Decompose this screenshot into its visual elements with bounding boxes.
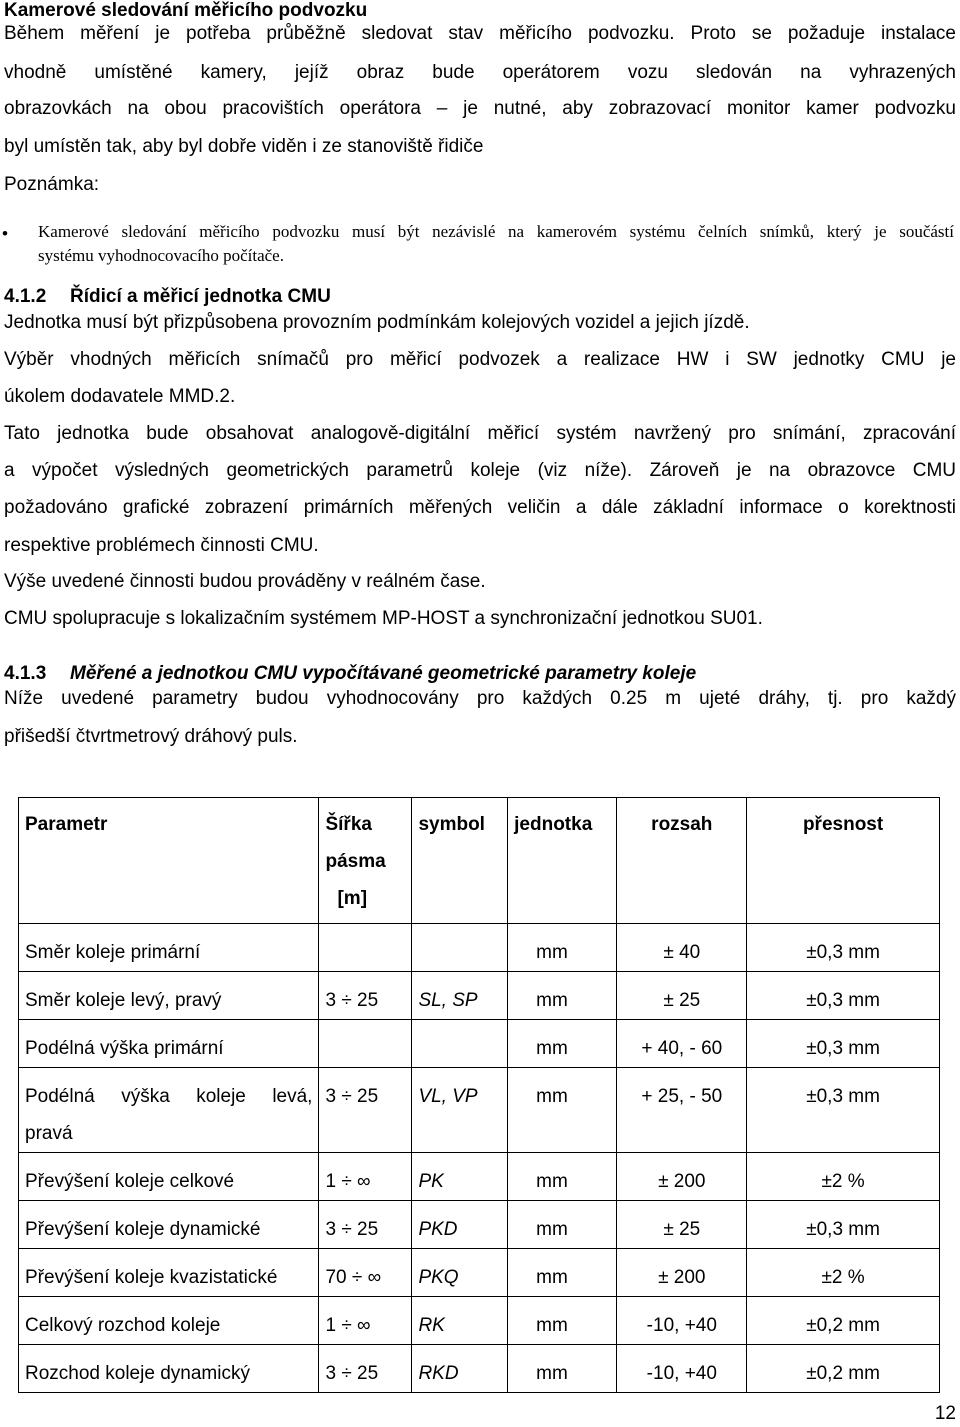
cell-parametr [19,1068,319,1153]
cell-sirka: 3 ÷ 25 [319,1068,412,1153]
cell-presnost: ±0,2 mm [747,1297,940,1345]
cell-parametr: Podélná výška primární [19,1020,319,1068]
page-number: 12 [934,1403,956,1424]
cell-presnost: ±0,3 mm [747,972,940,1020]
cell-presnost: ±0,3 mm [747,924,940,972]
cell-symbol [412,924,508,972]
cell-parametr: Celkový rozchod koleje [19,1297,319,1345]
table-row [19,972,940,1020]
header-presnost: přesnost [747,798,940,924]
table-row [19,1153,940,1201]
paragraph-line: Výše uvedené činnosti budou prováděny v reálném čase. [4,571,486,592]
cell-jednotka: mm [508,1201,617,1249]
cell-symbol: PKQ [412,1249,508,1297]
cell-jednotka: mm [508,1068,617,1153]
cell-jednotka: mm [508,1153,617,1201]
cell-presnost: ±0,2 mm [747,1345,940,1393]
cell-parametr: Směr koleje levý, pravý [19,972,319,1020]
section-title: Měřené a jednotkou CMU vypočítávané geometrické parametry koleje [70,663,697,684]
paragraph-line: byl umístěn tak, aby byl dobře viděn i ze stanoviště řidiče [4,136,484,157]
cell-jednotka: mm [508,1297,617,1345]
header-sirka-pasma [319,798,412,924]
paragraph-line: respektive problémech činnosti CMU. [4,535,319,556]
cell-presnost: ±0,3 mm [747,1020,940,1068]
header-symbol: symbol [412,798,508,924]
cell-rozsah: ± 25 [617,1201,747,1249]
header-line: Šířka [325,814,372,835]
cell-jednotka: mm [508,972,617,1020]
cell-sirka: 3 ÷ 25 [319,972,412,1020]
table-row [19,1020,940,1068]
paragraph-line: vhodně umístěné kamery, jejíž obraz bude operátorem vozu sledován na vyhrazených [4,62,956,83]
table-row [19,1297,940,1345]
cell-jednotka: mm [508,924,617,972]
header-line: [m] [337,888,368,909]
cell-symbol [412,1020,508,1068]
paragraph-line: a výpočet výsledných geometrických parametrů koleje (viz níže). Zároveň je na obrazovce CMU [4,460,956,481]
cell-sirka: 1 ÷ ∞ [319,1153,412,1201]
cell-presnost: ±2 % [747,1249,940,1297]
cell-presnost: ±0,3 mm [747,1068,940,1153]
paragraph-line: CMU spolupracuje s lokalizačním systémem MP-HOST a synchronizační jednotkou SU01. [4,608,763,629]
cell-parametr: Směr koleje primární [19,924,319,972]
paragraph-line: přišedší čtvrtmetrový dráhový puls. [4,726,298,747]
paragraph-line: Tato jednotka bude obsahovat analogově-digitální měřicí systém navržený pro snímání, zpracování [4,423,956,444]
parameters-table [18,797,940,1393]
cell-line: pravá [25,1123,73,1144]
cell-sirka [319,924,412,972]
camera-heading: Kamerové sledování měřicího podvozku [4,0,368,21]
table-row [19,1249,940,1297]
cell-parametr: Převýšení koleje celkové [19,1153,319,1201]
cell-sirka: 3 ÷ 25 [319,1345,412,1393]
table-row [19,924,940,972]
table-header-row [19,798,940,924]
bullet-icon: • [2,224,8,243]
cell-sirka [319,1020,412,1068]
paragraph-line: požadováno grafické zobrazení primárních měřených veličin a dále základní informace o korektnosti [4,497,956,518]
cell-symbol: SL, SP [412,972,508,1020]
cell-rozsah: + 40, - 60 [617,1020,747,1068]
table-row [19,1345,940,1393]
section-number: 4.1.2 [4,286,47,307]
cell-rozsah: ± 40 [617,924,747,972]
paragraph-line: úkolem dodavatele MMD.2. [4,386,236,407]
section-413-heading [4,663,696,685]
cell-rozsah: -10, +40 [617,1297,747,1345]
section-number: 4.1.3 [4,663,47,684]
cell-presnost: ±2 % [747,1153,940,1201]
cell-rozsah: + 25, - 50 [617,1068,747,1153]
paragraph-line: Během měření je potřeba průběžně sledovat stav měřicího podvozku. Proto se požaduje instalace [4,23,956,44]
cell-jednotka: mm [508,1345,617,1393]
cell-symbol: PKD [412,1201,508,1249]
cell-symbol: RKD [412,1345,508,1393]
cell-presnost: ±0,3 mm [747,1201,940,1249]
paragraph-line: Níže uvedené parametry budou vyhodnocovány pro každých 0.25 m ujeté dráhy, tj. pro každý [4,688,956,709]
cell-sirka: 70 ÷ ∞ [319,1249,412,1297]
cell-parametr: Převýšení koleje dynamické [19,1201,319,1249]
cell-line: Podélná výška koleje levá, [25,1086,313,1107]
section-title: Řídicí a měřicí jednotka CMU [70,286,331,307]
cell-symbol: RK [412,1297,508,1345]
table-row [19,1068,940,1153]
section-412-heading [4,286,331,308]
cell-rozsah: -10, +40 [617,1345,747,1393]
bullet-line: systému vyhodnocovacího počítače. [38,246,284,265]
cell-parametr: Převýšení koleje kvazistatické [19,1249,319,1297]
bullet-line: Kamerové sledování měřicího podvozku musí být nezávislé na kamerovém systému čelních snímků, který je součástí [38,222,954,241]
cell-jednotka: mm [508,1249,617,1297]
cell-jednotka: mm [508,1020,617,1068]
cell-rozsah: ± 200 [617,1249,747,1297]
table-row [19,1201,940,1249]
cell-parametr: Rozchod koleje dynamický [19,1345,319,1393]
cell-symbol: PK [412,1153,508,1201]
cell-rozsah: ± 200 [617,1153,747,1201]
header-jednotka: jednotka [508,798,617,924]
header-line: pásma [325,851,386,872]
header-rozsah: rozsah [617,798,747,924]
cell-rozsah: ± 25 [617,972,747,1020]
cell-sirka: 1 ÷ ∞ [319,1297,412,1345]
paragraph-line: Jednotka musí být přizpůsobena provozním podmínkám kolejových vozidel a jejich jízdě. [4,312,750,333]
paragraph-line: obrazovkách na obou pracovištích operátora – je nutné, aby zobrazovací monitor kamer podvozku [4,98,956,119]
cell-symbol: VL, VP [412,1068,508,1153]
cell-sirka: 3 ÷ 25 [319,1201,412,1249]
paragraph-line: Výběr vhodných měřicích snímačů pro měřicí podvozek a realizace HW i SW jednotky CMU je [4,349,956,370]
header-parametr: Parametr [19,798,319,924]
note-label: Poznámka: [4,174,100,195]
